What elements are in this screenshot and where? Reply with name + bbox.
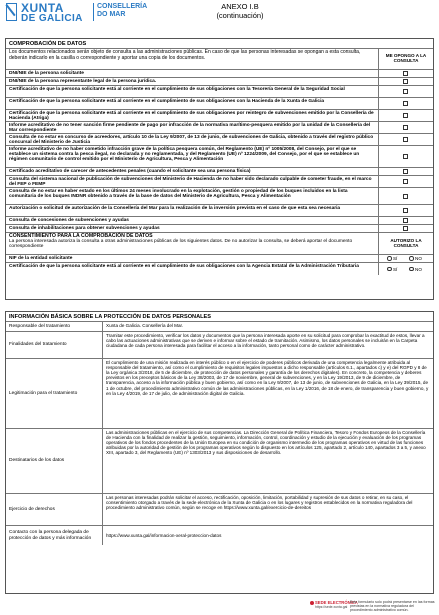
table-row: [6, 331, 433, 358]
row-label: Consulta de no estar en haber estado en los últimos 24 meses involucrado en la explotación, gestión o propiedad de los buques incluidos en la lista comunitaria de los buques INDNR obtenido a través de la base de datos del Ministerio de Agricultura, Pesca y Alimentación: [9, 188, 348, 199]
table-row: [6, 175, 433, 187]
table-row: [6, 145, 433, 167]
table-row: [6, 358, 433, 428]
row-value: Las personas interesadas podrán solicitar el acceso, rectificación, oposición, limitación, portabilidad y supresión de sus datos o retirar, en su caso, el consentimiento otorgado a través de la sede electrónica de la Xunta de Galicia o en los lugares y registros establecidos en la normativa reguladora del procedimiento administrativo común, según se recoge en https://www.xunta.gal/exercicio-de-dereitos: [102, 494, 433, 525]
consent-intro: [6, 233, 378, 254]
yes-radio[interactable]: [387, 256, 392, 261]
row-label: Certificación de que la persona solicitante está al corriente en el cumplimiento de sus obligaciones con la Tesorería General de la Seguridad Social: [9, 86, 345, 92]
row-label: Consulta de inhabilitaciones para obtener subvenciones y ayudas: [9, 225, 160, 231]
yes-label: SÍ: [393, 256, 398, 261]
page-footer: [310, 600, 436, 612]
intro-row: [6, 48, 433, 69]
row-label: NIF de la entidad solicitante: [9, 255, 73, 261]
row-cell: [378, 205, 433, 216]
oppose-checkbox[interactable]: [403, 125, 408, 130]
row-cell: [378, 168, 433, 175]
table-row: [6, 525, 433, 545]
yes-option[interactable]: [387, 256, 397, 261]
row-label: Finalidades del tratamiento: [9, 342, 67, 348]
sede-label: SEDE ELECTRÓNICA: [315, 600, 358, 605]
row-label: Autorización o solicitud de autorización de la Consellería del Mar para la realización de la inversión prevista en el caso de que esta sea necesaria: [9, 205, 341, 211]
authorize-column-header: AUTORIZO LA CONSULTA: [378, 233, 433, 254]
row-label: Consulta de concesiones de subvenciones y ayudas: [9, 217, 129, 223]
no-option[interactable]: [409, 256, 422, 261]
logo-sub: DE GALICIA: [21, 13, 83, 24]
oppose-checkbox[interactable]: [403, 154, 408, 159]
row-value: Tramitar este procedimiento, verificar los datos y documentos que la persona interesada aporte en su solicitud para comprobar la exactitud de estos, llevar a cabo las actuaciones administrativas que se deriven e informar sobre el estado de tramitación. Asimismo, los datos personales se incluirán en la Carpeta ciudadana de cada persona interesada para facilitar el acceso a la información, tanto personal como de carácter administrativo.: [102, 332, 433, 358]
row-cell: [378, 98, 433, 109]
oppose-checkbox[interactable]: [403, 71, 408, 76]
no-radio[interactable]: [409, 267, 414, 272]
row-cell: [378, 255, 433, 262]
page-header: [0, 0, 439, 34]
row-label: Ejercicio de derechos: [9, 506, 55, 512]
annex-title: ANEXO I.B: [221, 2, 259, 11]
data-verification-section: [5, 38, 434, 300]
table-row: [6, 321, 433, 331]
table-row: [6, 224, 433, 232]
footer-note: Este formulario solo podrá presentarse en las formas previstas en la normativa reguladora del procedimiento administrativo común.: [350, 600, 435, 613]
oppose-checkbox[interactable]: [403, 179, 408, 184]
table-row: [6, 133, 433, 145]
row-cell: [378, 146, 433, 167]
yes-option[interactable]: [387, 267, 397, 272]
row-value: Xunta de Galicia. Consellería del Mar.: [102, 322, 433, 331]
section-title: COMPROBACIÓN DE DATOS: [9, 41, 87, 47]
oppose-checkbox[interactable]: [403, 137, 408, 142]
oppose-checkbox[interactable]: [403, 208, 408, 213]
row-value: Las administraciones públicas en el ejercicio de sus competencias. La Dirección General de Política Financiera, Tesoro y Fondos Europeos de la Consellería de Hacienda con la finalidad de realizar la gestión, seguimiento, información, control, coordinación y estudio de la ejecución y evaluación de los programas operativos de los fondos procedentes de la Unión Europea en su condición de organismo intermedio de los programas operativos en virtud de las funciones atribuidas por la autoridad de gestión de los programas operativos según lo dispuesto en los artículos 125, apartado 2, artículo 140, apartados 3 a 5, y anexo XIII, apartado 3, del Reglamento (UE) nº 1303/2013 y sus disposiciones de desarrollo.: [102, 429, 433, 493]
row-label: Consulta del sistema nacional de publicación de subvenciones del Ministerio de Hacienda de no haber sido declarado culpable de cometer fraude, en el marco del FEP o FEMP: [9, 176, 372, 187]
section-title: INFORMACIÓN BÁSICA SOBRE LA PROTECCIÓN DE DATOS PERSONALES: [9, 314, 212, 320]
data-protection-section: [5, 311, 434, 594]
logo-separator: [93, 3, 94, 21]
table-row: [6, 254, 433, 262]
row-cell: [378, 86, 433, 97]
yes-radio[interactable]: [387, 267, 392, 272]
row-label: Certificado acreditativo de carecer de antecedentes penales (cuando el solicitante sea una persona física): [9, 168, 251, 174]
row-label: Destinatarios de los datos: [9, 458, 65, 464]
table-row: [6, 85, 433, 97]
row-label: Legitimación para el tratamiento: [9, 390, 78, 396]
sede-link[interactable]: https://sede.xunta.gal: [315, 605, 348, 609]
row-label: DNI/NIE de la persona solicitante: [9, 70, 84, 76]
table-row: [6, 428, 433, 493]
row-cell: [378, 134, 433, 145]
table-row: [6, 97, 433, 109]
no-radio[interactable]: [409, 256, 414, 261]
oppose-checkbox[interactable]: [403, 79, 408, 84]
row-label: Certificación de que la persona solicitante está al corriente en el cumplimiento de sus obligaciones con la Agencia Estatal de la Administración Tributaria: [9, 263, 359, 269]
flag-icon: [6, 3, 17, 21]
row-label: Responsable del tratamiento: [9, 323, 71, 329]
table-row: [6, 77, 433, 85]
row-label: Certificación de que la persona solicitante está al corriente en el cumplimiento de sus obligaciones con la Hacienda de la Xunta de Galicia: [9, 98, 325, 104]
no-option[interactable]: [409, 267, 422, 272]
table-row: [6, 204, 433, 216]
annex-label: [210, 2, 270, 20]
oppose-checkbox[interactable]: [403, 226, 408, 231]
table-row: [6, 187, 433, 204]
row-value: El cumplimiento de una misión realizada en interés público o en el ejercicio de poderes públicos derivada de una competencia legalmente atribuida al responsable del tratamiento, así como el cumplimiento de requisitos legales impuestos a dicho responsable (artículos 6.1., apartados c) y e) del RGPD y 8 de la Ley orgánica 3/2018, de 5 de diciembre, de protección de datos personales y garantía de los derechos digitales). En concreto, la competencia y deberes previstos en los preceptos básicos de la Ley 38/2003, de 17 de noviembre, general de subvenciones, y en la Ley 19/2013, de 9 de diciembre, de transparencia, acceso a la información pública y buen gobierno, así como en la Ley 9/2007, de 13 de junio, de subvenciones de Galicia, en la Ley 39/2015, de 1 de octubre, del procedimiento administrativo común de las administraciones públicas, en la Ley 1/2016, de 18 de enero, de transparencia y buen gobierno, y en la Ley 4/2019, de 17 de julio, de administración digital de Galicia.: [102, 359, 433, 428]
consent-text: La persona interesada autoriza la consulta a otras administraciones públicas de los siguientes datos. De no autorizar la consulta, se deberá aportar el documento correspondiente: [9, 238, 353, 250]
table-row: [6, 69, 433, 77]
oppose-checkbox[interactable]: [403, 169, 408, 174]
no-label: NO: [415, 266, 422, 272]
table-row: [6, 493, 433, 525]
row-label: Informe acreditativo de no haber cometido infracción grave de la política pesquera común, del Reglamento (UE) nº 1005/2008, del Consejo, por el que se establece un sistema contra la pesca ilegal, no declarada y no reglamentada, y del Reglamento (UE) nº 1224/2009, del Consejo, por el que se establece un régimen comunitario de control emitido por el Ministerio de Agricultura, Pesca y Alimentación: [9, 146, 360, 163]
oppose-column-header: ME OPONGO A LA CONSULTA: [378, 49, 433, 69]
row-cell: [378, 70, 433, 77]
table-row: [6, 216, 433, 224]
logo-main: XUNTA: [21, 1, 64, 15]
table-row: [6, 262, 433, 275]
annex-subtitle: (continuación): [216, 11, 264, 20]
yes-label: SÍ: [393, 266, 398, 272]
oppose-checkbox[interactable]: [403, 89, 408, 94]
table-row: [6, 109, 433, 121]
intro-text: Los documentos relacionados serán objeto de consulta a las administraciones públicas. En caso de que las personas interesadas se opongan a esta consulta, deberán indicarlo en la casilla o correspondiente y aportar una copia de los documentos.: [9, 49, 361, 61]
row-label: Consulta de no estar en concurso de acreedores, artículo 10 de la Ley 9/2007, de 13 de junio, de subvenciones de Galicia, obtenido a través del registro público concursal del Ministerio de Justicia: [9, 134, 374, 145]
row-cell: [378, 217, 433, 224]
table-row: [6, 121, 433, 133]
row-cell: [378, 188, 433, 204]
row-cell: [378, 122, 433, 133]
table-row: [6, 167, 433, 175]
consent-title: CONSENTIMIENTO PARA LA COMPROBACIÓN DE DATOS: [9, 232, 153, 239]
logo-department: CONSELLERÍA DO MAR: [97, 3, 147, 18]
row-label: Informe acreditativo de no tener sanción firme pendiente de pago por infracción de la normativa marítimo-pesquera emitido por la unidad de la Consellería del Mar correspondiente: [9, 122, 371, 133]
row-label: Certificación de que la persona solicitante está al corriente en el cumplimiento de sus obligaciones por reintegro de subvenciones emitido por la Consellería de Hacienda (Atriga): [9, 110, 374, 121]
oppose-checkbox[interactable]: [403, 218, 408, 223]
row-cell: [378, 110, 433, 121]
row-label: DNI/NIE de la persona representante legal de la persona jurídica.: [9, 78, 157, 84]
oppose-checkbox[interactable]: [403, 101, 408, 106]
consent-header-row: [6, 232, 433, 254]
no-label: NO: [415, 256, 422, 261]
oppose-checkbox[interactable]: [403, 113, 408, 118]
row-cell: [378, 176, 433, 187]
row-cell: [378, 225, 433, 232]
sede-icon: [310, 601, 314, 605]
oppose-checkbox[interactable]: [403, 194, 408, 199]
xunta-logo: [6, 3, 152, 25]
row-cell: [378, 263, 433, 275]
row-cell: [378, 78, 433, 85]
row-label: Contacto con la persona delegada de protección de datos y más información: [9, 530, 92, 541]
row-value: https://www.xunta.gal/informacion-xeral-proteccion-datos: [102, 526, 433, 545]
